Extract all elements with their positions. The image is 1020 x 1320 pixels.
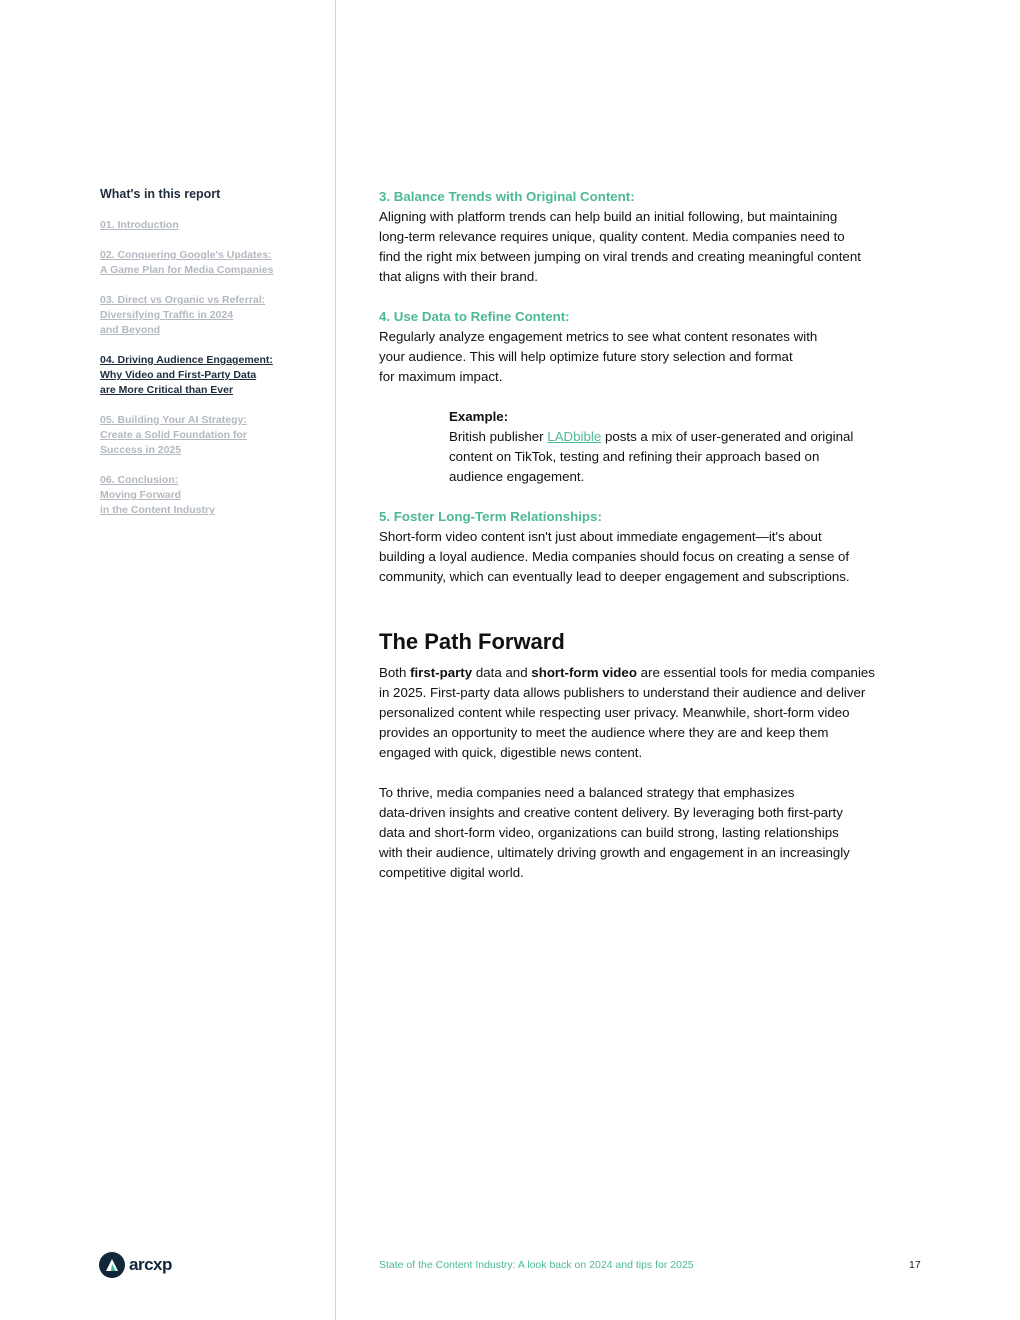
toc-line: 02. Conquering Google's Updates: [100,249,272,261]
body-line: personalized content while respecting user privacy. Meanwhile, short-form video [379,705,850,720]
toc-item-conclusion[interactable] [100,473,320,518]
toc-line: 05. Building Your AI Strategy: [100,414,247,426]
logo-wordmark: arcxp [129,1255,172,1274]
body-line: Aligning with platform trends can help build an initial following, but maintaining [379,209,838,224]
toc-line: are More Critical than Ever [100,384,234,396]
section-heading: 3. Balance Trends with Original Content: [379,189,635,204]
body-line: Regularly analyze engagement metrics to see what content resonates with [379,329,818,344]
body-line: data-driven insights and creative content delivery. By leveraging both first-party [379,805,843,820]
body-line: with their audience, ultimately driving growth and engagement in an increasingly [379,845,850,860]
bold-text: short-form video [531,665,637,680]
page-number: 17 [909,1259,921,1271]
example-label: Example: [449,409,509,424]
toc-item-ai-strategy[interactable] [100,413,320,458]
body-line: competitive digital world. [379,865,524,880]
table-of-contents [100,187,320,533]
arcxp-logo-mark-icon [99,1252,125,1278]
section-use-data [379,307,939,387]
main-content [379,187,939,903]
toc-line: Success in 2025 [100,444,182,456]
toc-line: Why Video and First-Party Data [100,369,257,381]
section-foster-relationships [379,507,939,587]
body-line: your audience. This will help optimize future story selection and format [379,349,793,364]
toc-line: and Beyond [100,324,161,336]
body-line: building a loyal audience. Media companies should focus on creating a sense of [379,549,850,564]
ladbible-link[interactable]: LADbible [547,429,602,444]
toc-line: 03. Direct vs Organic vs Referral: [100,294,266,306]
bold-text: first-party [410,665,473,680]
path-forward-paragraph-2 [379,783,939,883]
toc-item-introduction[interactable] [100,218,320,233]
toc-item-traffic[interactable] [100,293,320,338]
toc-line: in the Content Industry [100,504,215,516]
body-line: Short-form video content isn't just about immediate engagement—it's about [379,529,822,544]
body-line [379,663,939,683]
toc-item-audience-engagement[interactable] [100,353,320,398]
toc-line: Moving Forward [100,489,182,501]
toc-line: Diversifying Traffic in 2024 [100,309,234,321]
toc-line: A Game Plan for Media Companies [100,264,274,276]
toc-line: 04. Driving Audience Engagement: [100,354,273,366]
text: data and [472,665,532,680]
body-line: data and short-form video, organizations can build strong, lasting relationships [379,825,839,840]
body-line: provides an opportunity to meet the audience where they are and keep them [379,725,829,740]
path-forward-paragraph-1 [379,663,939,763]
toc-line: 06. Conclusion: [100,474,179,486]
body-line: community, which can eventually lead to deeper engagement and subscriptions. [379,569,850,584]
section-heading: 5. Foster Long-Term Relationships: [379,509,602,524]
body-line: for maximum impact. [379,369,503,384]
section-heading: 4. Use Data to Refine Content: [379,309,570,324]
body-line: in 2025. First-party data allows publishers to understand their audience and deliver [379,685,866,700]
example-callout [449,407,939,487]
body-line: find the right mix between jumping on viral trends and creating meaningful content [379,249,861,264]
toc-line: Create a Solid Foundation for [100,429,248,441]
body-line: long-term relevance requires unique, quality content. Media companies need to [379,229,845,244]
text: are essential tools for media companies [636,665,875,680]
arcxp-logo [99,1252,172,1278]
body-line [449,427,939,447]
column-divider [335,0,336,1320]
text: posts a mix of user-generated and original [601,429,854,444]
body-line: content on TikTok, testing and refining their approach based on [449,449,820,464]
text: British publisher [449,429,548,444]
toc-item-google-updates[interactable] [100,248,320,278]
toc-title: What's in this report [100,187,221,201]
text: Both [379,665,411,680]
section-balance-trends [379,187,939,287]
body-line: engaged with quick, digestible news content. [379,745,643,760]
body-line: To thrive, media companies need a balanced strategy that emphasizes [379,785,795,800]
footer-title: State of the Content Industry: A look back on 2024 and tips for 2025 [379,1259,694,1271]
body-line: that aligns with their brand. [379,269,538,284]
body-line: audience engagement. [449,469,585,484]
toc-line: 01. Introduction [100,219,179,231]
path-forward-heading: The Path Forward [379,629,565,654]
